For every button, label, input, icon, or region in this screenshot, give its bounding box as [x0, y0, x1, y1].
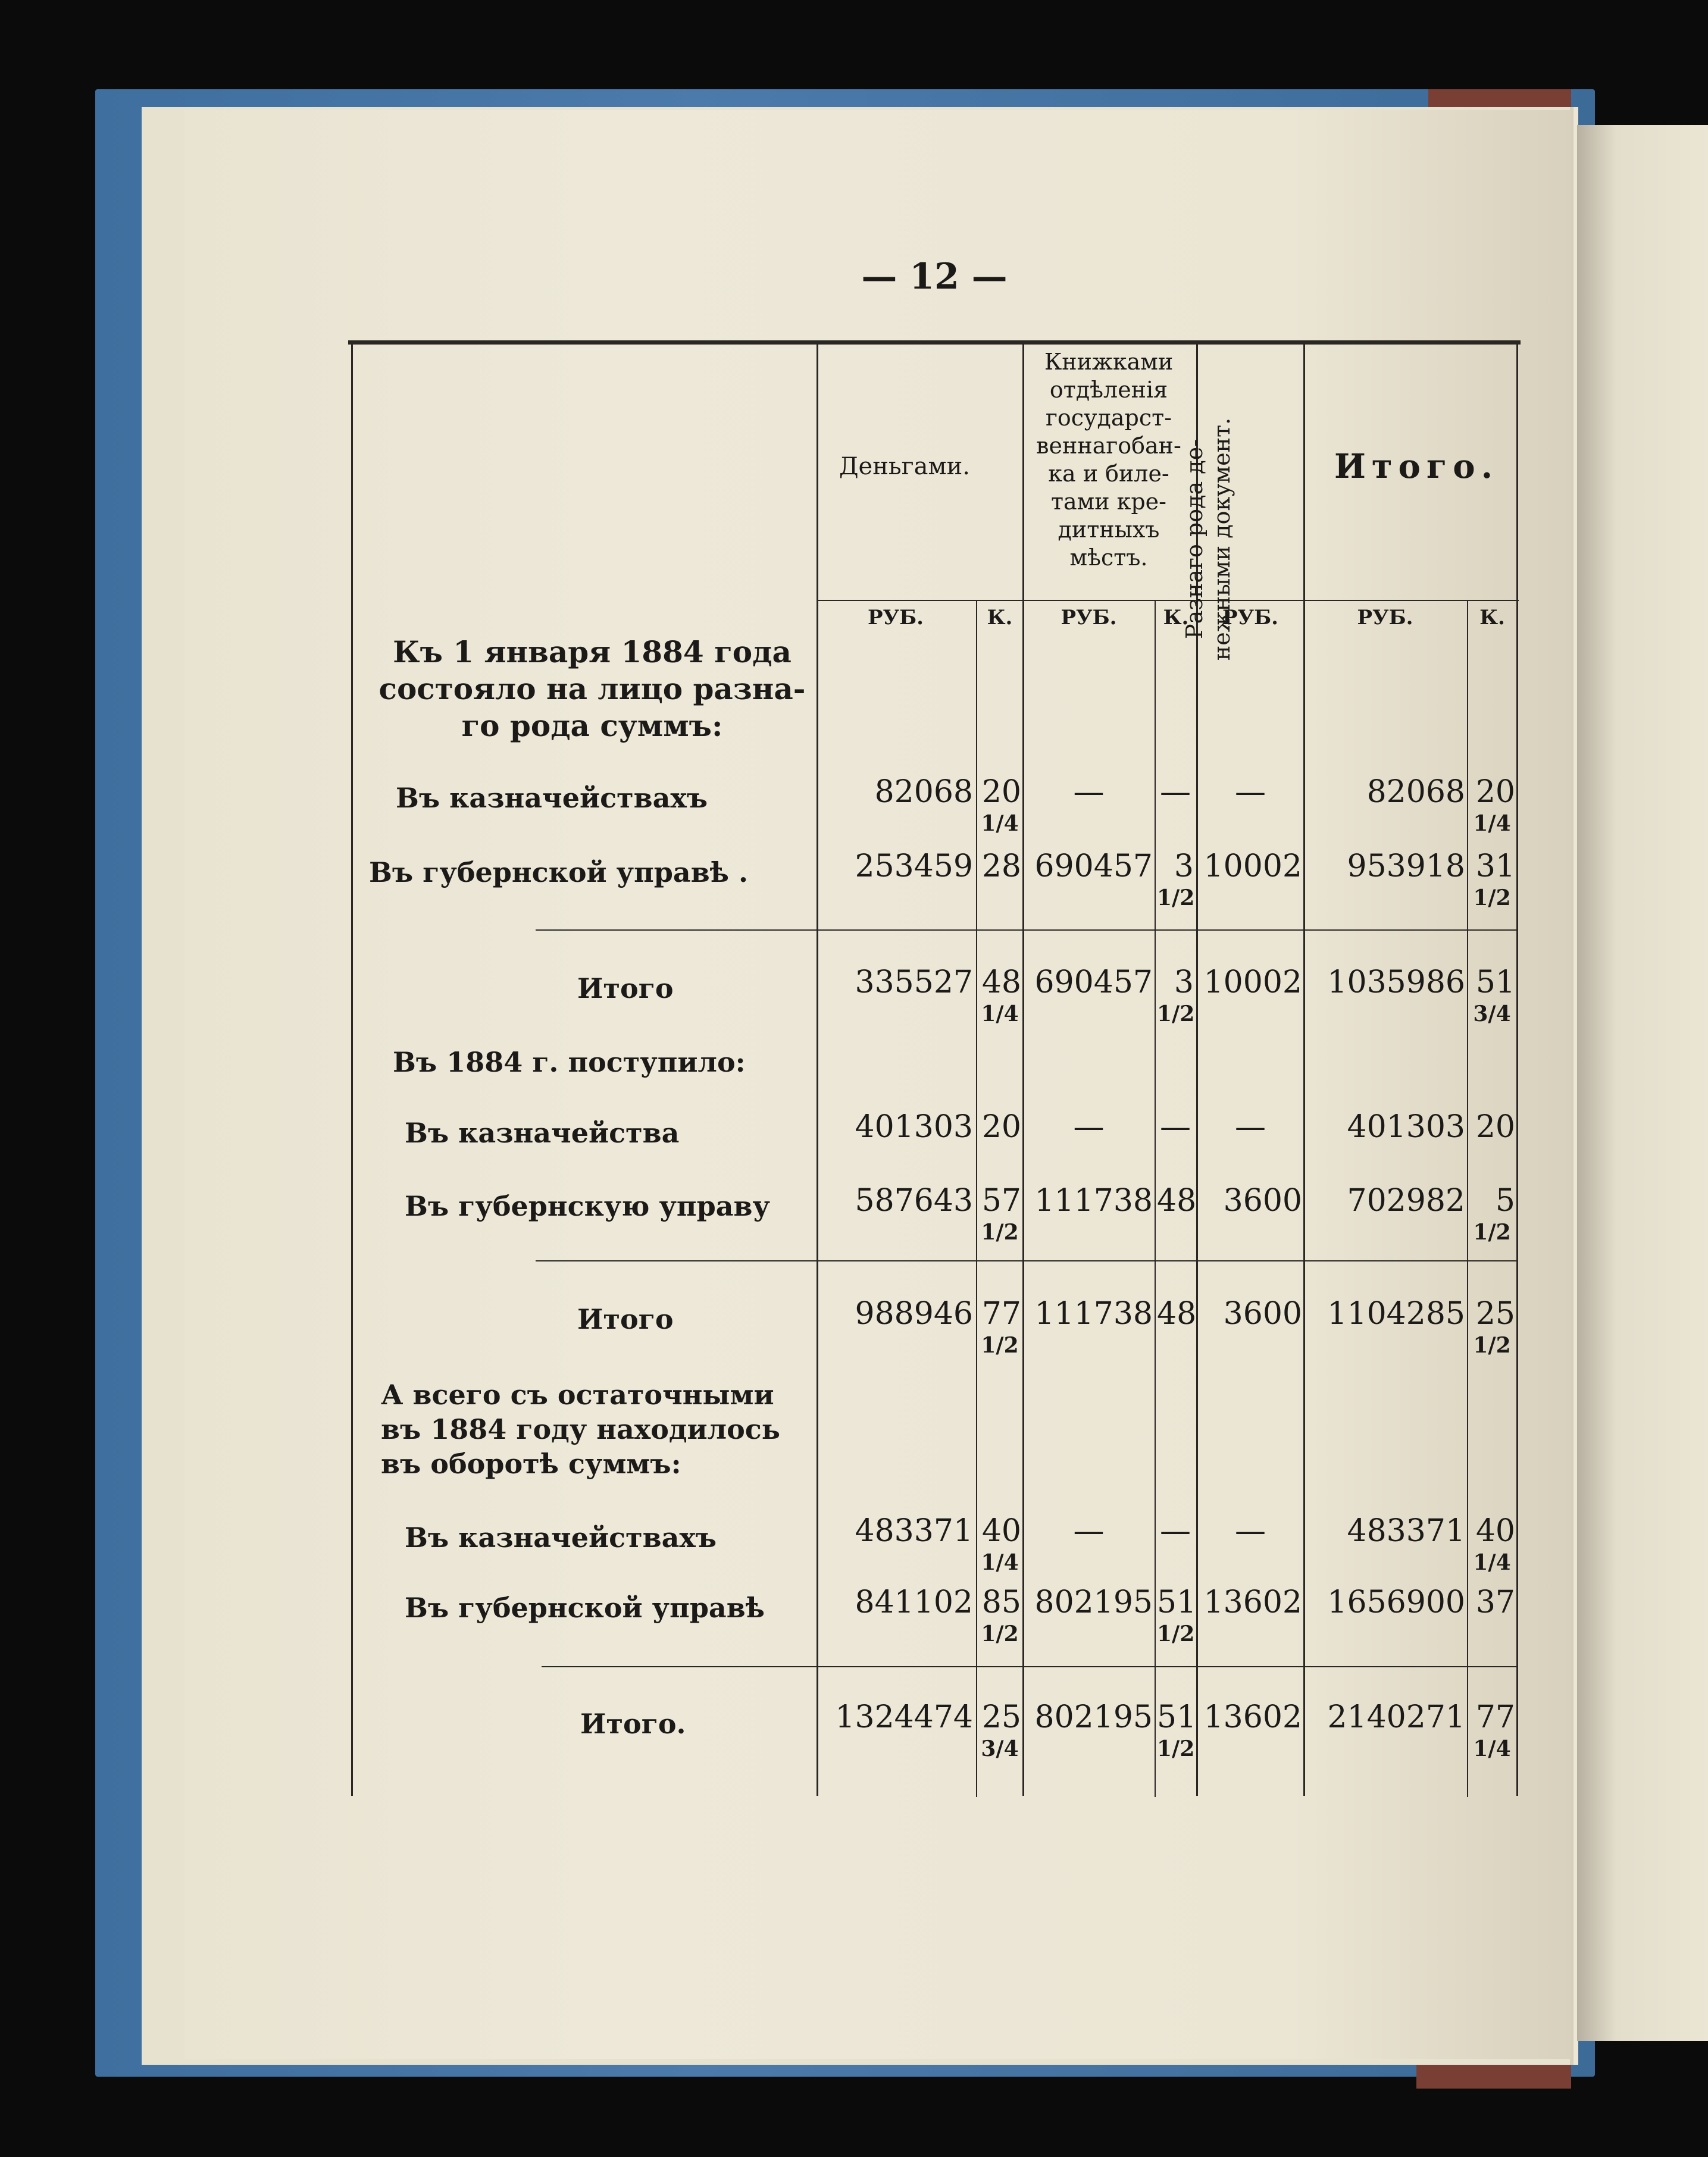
cell-books-k: 3 — [1174, 849, 1194, 884]
cell-total-k: 25 — [1475, 1296, 1515, 1332]
cell-total-r: 702982 — [1347, 1183, 1465, 1219]
cell-money-r: 483371 — [855, 1513, 973, 1549]
row-label: Въ губернской управѣ . — [369, 856, 749, 888]
cell-books-r: — — [1073, 1109, 1105, 1145]
cell-books-r: 690457 — [1034, 849, 1153, 884]
header-total: Итого. — [1334, 447, 1499, 486]
cell-books-k: 51 — [1157, 1699, 1197, 1735]
cell-money-fraction: 1/2 — [981, 1333, 1019, 1358]
cell-total-fraction: 3/4 — [1473, 1001, 1511, 1026]
cell-money-fraction: 1/4 — [981, 1550, 1019, 1575]
cell-total-k: 20 — [1475, 774, 1515, 810]
cell-money-r: 82068 — [874, 774, 973, 810]
cell-books-k: — — [1160, 1513, 1191, 1549]
section-heading: Къ 1 января 1884 года состояло на лицо разна-го рода суммъ: — [378, 634, 806, 743]
cell-total-k: 37 — [1475, 1585, 1515, 1620]
cell-money-r: 253459 — [855, 849, 973, 884]
cell-total-fraction: 1/2 — [1473, 885, 1511, 910]
cell-books-k: — — [1160, 1109, 1191, 1145]
subtotal-rule-1 — [536, 929, 1518, 931]
unit-docs-rub: РУБ. — [1222, 606, 1279, 630]
cell-money-k: 77 — [981, 1296, 1021, 1332]
cell-books-fraction: 1/2 — [1157, 885, 1195, 910]
cell-money-r: 1324474 — [835, 1699, 973, 1735]
cell-total-r: 1656900 — [1327, 1585, 1465, 1620]
unit-total-kop: К. — [1479, 606, 1505, 630]
col-divider-total-kop — [1467, 601, 1468, 1797]
cell-money-k: 25 — [981, 1699, 1021, 1735]
unit-money-kop: К. — [987, 606, 1013, 630]
cell-total-k: 77 — [1475, 1699, 1515, 1735]
cell-total-r: 483371 — [1347, 1513, 1465, 1549]
cell-books-fraction: 1/2 — [1157, 1001, 1195, 1026]
unit-total-rub: РУБ. — [1357, 606, 1413, 630]
cell-docs: — — [1235, 1513, 1266, 1549]
cell-books-r: 111738 — [1034, 1296, 1153, 1332]
cell-total-r: 1104285 — [1327, 1296, 1465, 1332]
cell-books-k: 48 — [1157, 1296, 1197, 1332]
cell-money-fraction: 1/2 — [981, 1621, 1019, 1646]
col-divider-total — [1303, 344, 1305, 1796]
cell-books-k: — — [1160, 774, 1191, 810]
col-divider-books-kop — [1155, 601, 1156, 1797]
row-label: Въ губернскую управу — [405, 1190, 770, 1222]
cell-total-k: 5 — [1495, 1183, 1515, 1219]
header-docs-text: Разнаго рода де-нежными документ. — [1181, 417, 1235, 661]
cell-total-fraction: 1/4 — [1473, 811, 1511, 836]
cell-money-fraction: 1/2 — [981, 1220, 1019, 1245]
cell-money-k: 85 — [981, 1585, 1021, 1620]
cell-total-r: 401303 — [1347, 1109, 1465, 1145]
page-number: — 12 — — [861, 256, 1008, 298]
col-divider-label — [351, 344, 353, 1796]
unit-books-rub: РУБ. — [1061, 606, 1117, 630]
cell-total-r: 82068 — [1366, 774, 1465, 810]
cell-money-fraction: 3/4 — [981, 1736, 1019, 1761]
unit-books-kop: К. — [1163, 606, 1189, 630]
cell-books-k: 48 — [1157, 1183, 1197, 1219]
row-label: Въ губернской управѣ — [405, 1592, 765, 1624]
cell-money-r: 335527 — [855, 965, 973, 1000]
section-heading: Въ 1884 г. поступило: — [393, 1046, 746, 1078]
cell-books-r: 802195 — [1034, 1585, 1153, 1620]
subtotal-rule-3 — [542, 1666, 1518, 1667]
cell-money-r: 587643 — [855, 1183, 973, 1219]
cell-money-k: 20 — [981, 1109, 1021, 1145]
cell-total-fraction: 1/4 — [1473, 1736, 1511, 1761]
cell-books-fraction: 1/2 — [1157, 1736, 1195, 1761]
cell-money-r: 988946 — [855, 1296, 973, 1332]
cell-total-k: 40 — [1475, 1513, 1515, 1549]
cell-total-k: 31 — [1475, 849, 1515, 884]
book-page — [184, 110, 1571, 2059]
cell-total-r: 2140271 — [1327, 1699, 1465, 1735]
cell-books-k: 3 — [1174, 965, 1194, 1000]
cell-docs: 10002 — [1203, 849, 1302, 884]
col-divider-right — [1516, 344, 1518, 1796]
cell-total-r: 953918 — [1347, 849, 1465, 884]
cell-total-fraction: 1/2 — [1473, 1220, 1511, 1245]
cell-money-r: 401303 — [855, 1109, 973, 1145]
cell-money-k: 28 — [981, 849, 1021, 884]
row-label: Въ казначействахъ — [396, 782, 708, 814]
cell-money-r: 841102 — [855, 1585, 973, 1620]
subtotal-rule-2 — [536, 1260, 1518, 1261]
cell-books-r: — — [1073, 1513, 1105, 1549]
cell-books-r: — — [1073, 774, 1105, 810]
col-divider-money — [817, 344, 818, 1796]
cell-docs: — — [1235, 774, 1266, 810]
cell-money-k: 57 — [981, 1183, 1021, 1219]
cell-books-r: 111738 — [1034, 1183, 1153, 1219]
cell-money-k: 20 — [981, 774, 1021, 810]
col-divider-money-kop — [976, 601, 977, 1797]
total-label: Итого — [577, 1303, 674, 1335]
cell-docs: 3600 — [1223, 1296, 1302, 1332]
cell-books-r: 690457 — [1034, 965, 1153, 1000]
cell-total-fraction: 1/2 — [1473, 1333, 1511, 1358]
cell-money-k: 40 — [981, 1513, 1021, 1549]
cell-total-k: 20 — [1475, 1109, 1515, 1145]
section-heading: А всего съ остаточными въ 1884 году находилось въ оборотѣ суммъ: — [381, 1379, 780, 1480]
cell-books-fraction: 1/2 — [1157, 1621, 1195, 1646]
cell-money-fraction: 1/4 — [981, 811, 1019, 836]
cell-books-k: 51 — [1157, 1585, 1197, 1620]
cell-docs: 3600 — [1223, 1183, 1302, 1219]
total-label: Итого. — [580, 1708, 686, 1740]
table-top-rule — [348, 340, 1521, 345]
cell-docs: — — [1235, 1109, 1266, 1145]
cell-docs: 10002 — [1203, 965, 1302, 1000]
cell-docs: 13602 — [1203, 1585, 1302, 1620]
row-label: Въ казначействахъ — [405, 1522, 717, 1554]
header-books: Книжками отдѣленія государст-веннагобан-ка и биле-тами кре-дитныхъ мѣстъ. — [1036, 349, 1181, 571]
row-label: Въ казначейства — [405, 1117, 680, 1149]
header-money: Деньгами. — [839, 453, 970, 480]
header-rule — [817, 600, 1519, 601]
cell-total-r: 1035986 — [1327, 965, 1465, 1000]
total-label: Итого — [577, 972, 674, 1004]
facing-page-edge — [1577, 125, 1708, 2041]
cell-docs: 13602 — [1203, 1699, 1302, 1735]
cell-total-k: 51 — [1475, 965, 1515, 1000]
cell-money-k: 48 — [981, 965, 1021, 1000]
unit-money-rub: РУБ. — [867, 606, 924, 630]
cell-books-r: 802195 — [1034, 1699, 1153, 1735]
cell-total-fraction: 1/4 — [1473, 1550, 1511, 1575]
cell-money-fraction: 1/4 — [981, 1001, 1019, 1026]
